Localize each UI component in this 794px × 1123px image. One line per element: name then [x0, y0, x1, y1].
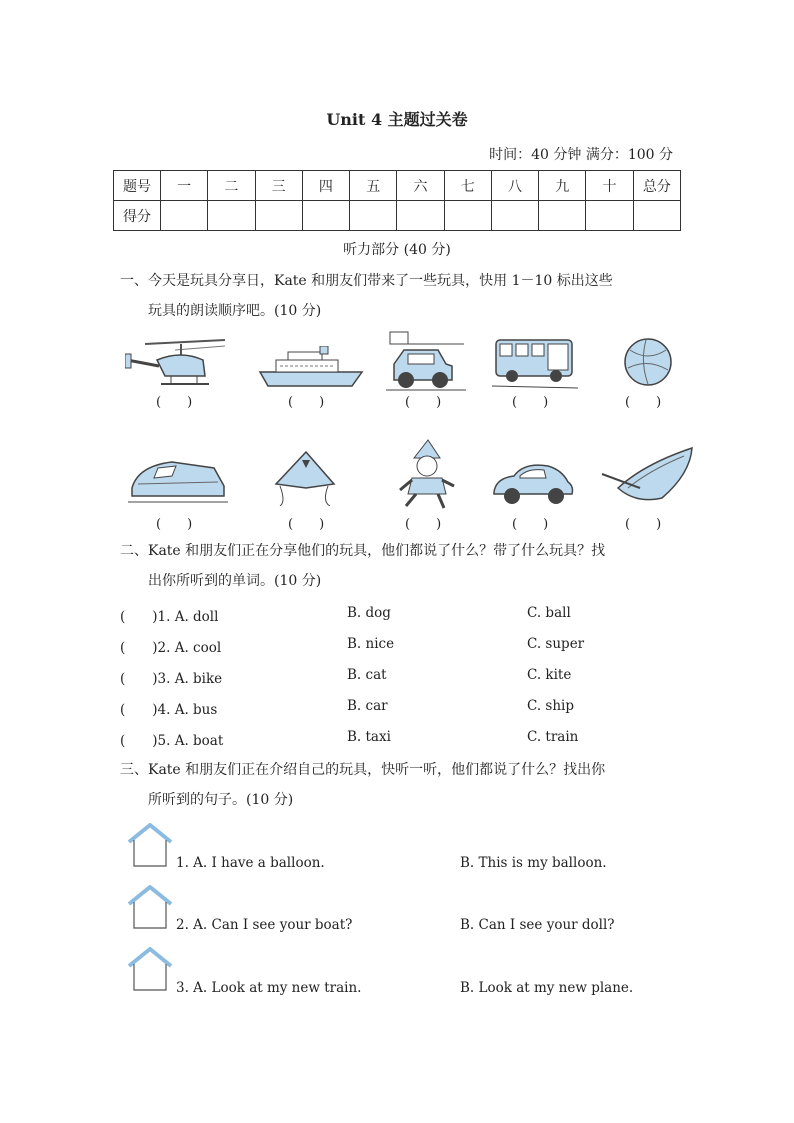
- car-picture: [490, 458, 576, 508]
- question-option-a[interactable]: ( )5. A. boat: [120, 733, 224, 749]
- bus-picture: [492, 334, 578, 390]
- answer-paren[interactable]: ( ): [625, 517, 662, 532]
- score-header-cell: 十: [586, 171, 633, 201]
- score-header-cell: 三: [255, 171, 302, 201]
- page-title: Unit 4 主题过关卷: [326, 110, 468, 129]
- answer-paren[interactable]: ( ): [288, 395, 325, 410]
- question-option-c[interactable]: C. ship: [527, 698, 575, 714]
- house-icon[interactable]: [126, 822, 174, 868]
- score-header-cell: 总分: [633, 171, 680, 201]
- house-icon[interactable]: [126, 884, 174, 930]
- question-option-b[interactable]: B. car: [347, 698, 388, 714]
- sentence-option-b[interactable]: B. Can I see your doll?: [460, 917, 615, 933]
- score-cell[interactable]: [255, 201, 302, 231]
- sentence-option-a[interactable]: 1. A. I have a balloon.: [176, 855, 325, 871]
- answer-paren[interactable]: ( ): [405, 517, 442, 532]
- answer-paren[interactable]: ( ): [288, 517, 325, 532]
- score-cell[interactable]: [633, 201, 680, 231]
- time-info: 时间：40 分钟 满分：100 分: [489, 147, 673, 163]
- answer-paren[interactable]: ( ): [156, 517, 193, 532]
- boat-picture: [600, 444, 696, 506]
- score-header-cell: 九: [539, 171, 586, 201]
- kite-picture: [272, 448, 336, 506]
- score-header-cell: 一: [161, 171, 208, 201]
- train-picture: [128, 448, 228, 506]
- answer-paren[interactable]: ( ): [625, 395, 662, 410]
- listening-section-title: 听力部分 (40 分): [343, 242, 451, 258]
- sentence-option-a[interactable]: 2. A. Can I see your boat?: [176, 917, 353, 933]
- jeep-picture: [386, 330, 466, 392]
- score-header-cell: 二: [208, 171, 255, 201]
- score-cell[interactable]: [161, 201, 208, 231]
- question-option-a[interactable]: ( )3. A. bike: [120, 671, 223, 687]
- score-table: [113, 170, 681, 231]
- score-cell[interactable]: [586, 201, 633, 231]
- doll-picture: [396, 436, 458, 510]
- question-option-c[interactable]: C. super: [527, 636, 585, 652]
- score-cell[interactable]: [444, 201, 491, 231]
- question-option-c[interactable]: C. kite: [527, 667, 572, 683]
- section1-instruction-line2: 玩具的朗读顺序吧。(10 分): [148, 303, 322, 319]
- score-header-cell: 七: [444, 171, 491, 201]
- score-header-cell: 六: [397, 171, 444, 201]
- question-option-b[interactable]: B. nice: [347, 636, 395, 652]
- question-option-a[interactable]: ( )1. A. doll: [120, 609, 219, 625]
- answer-paren[interactable]: ( ): [512, 517, 549, 532]
- question-option-b[interactable]: B. cat: [347, 667, 387, 683]
- score-cell[interactable]: [208, 201, 255, 231]
- score-header-cell: 题号: [114, 171, 161, 201]
- helicopter-picture: [125, 336, 233, 392]
- score-row-label: 得分: [114, 201, 161, 231]
- score-header-cell: 八: [491, 171, 538, 201]
- score-table-score-row: [114, 201, 681, 231]
- score-header-cell: 四: [302, 171, 349, 201]
- sentence-option-b[interactable]: B. This is my balloon.: [460, 855, 607, 871]
- question-option-c[interactable]: C. ball: [527, 605, 571, 621]
- section1-instruction-line1: 一、今天是玩具分享日，Kate 和朋友们带来了一些玩具，快用 1－10 标出这些: [120, 273, 613, 289]
- section3-instruction-line1: 三、Kate 和朋友们正在介绍自己的玩具，快听一听，他们都说了什么？找出你: [120, 762, 606, 778]
- question-option-a[interactable]: ( )2. A. cool: [120, 640, 222, 656]
- section3-instruction-line2: 所听到的句子。(10 分): [148, 792, 294, 808]
- score-table-header-row: [114, 171, 681, 201]
- house-icon[interactable]: [126, 946, 174, 992]
- answer-paren[interactable]: ( ): [512, 395, 549, 410]
- score-header-cell: 五: [350, 171, 397, 201]
- ship-picture: [258, 346, 364, 390]
- answer-paren[interactable]: ( ): [156, 395, 193, 410]
- sentence-option-a[interactable]: 3. A. Look at my new train.: [176, 980, 362, 996]
- question-option-b[interactable]: B. dog: [347, 605, 391, 621]
- score-cell[interactable]: [491, 201, 538, 231]
- question-option-a[interactable]: ( )4. A. bus: [120, 702, 218, 718]
- ball-picture: [620, 336, 676, 388]
- score-cell[interactable]: [539, 201, 586, 231]
- answer-paren[interactable]: ( ): [405, 395, 442, 410]
- section2-instruction-line1: 二、Kate 和朋友们正在分享他们的玩具，他们都说了什么？带了什么玩具？找: [120, 543, 606, 559]
- score-cell[interactable]: [302, 201, 349, 231]
- question-option-b[interactable]: B. taxi: [347, 729, 391, 745]
- score-cell[interactable]: [397, 201, 444, 231]
- section2-instruction-line2: 出你所听到的单词。(10 分): [148, 573, 322, 589]
- sentence-option-b[interactable]: B. Look at my new plane.: [460, 980, 634, 996]
- score-cell[interactable]: [350, 201, 397, 231]
- question-option-c[interactable]: C. train: [527, 729, 579, 745]
